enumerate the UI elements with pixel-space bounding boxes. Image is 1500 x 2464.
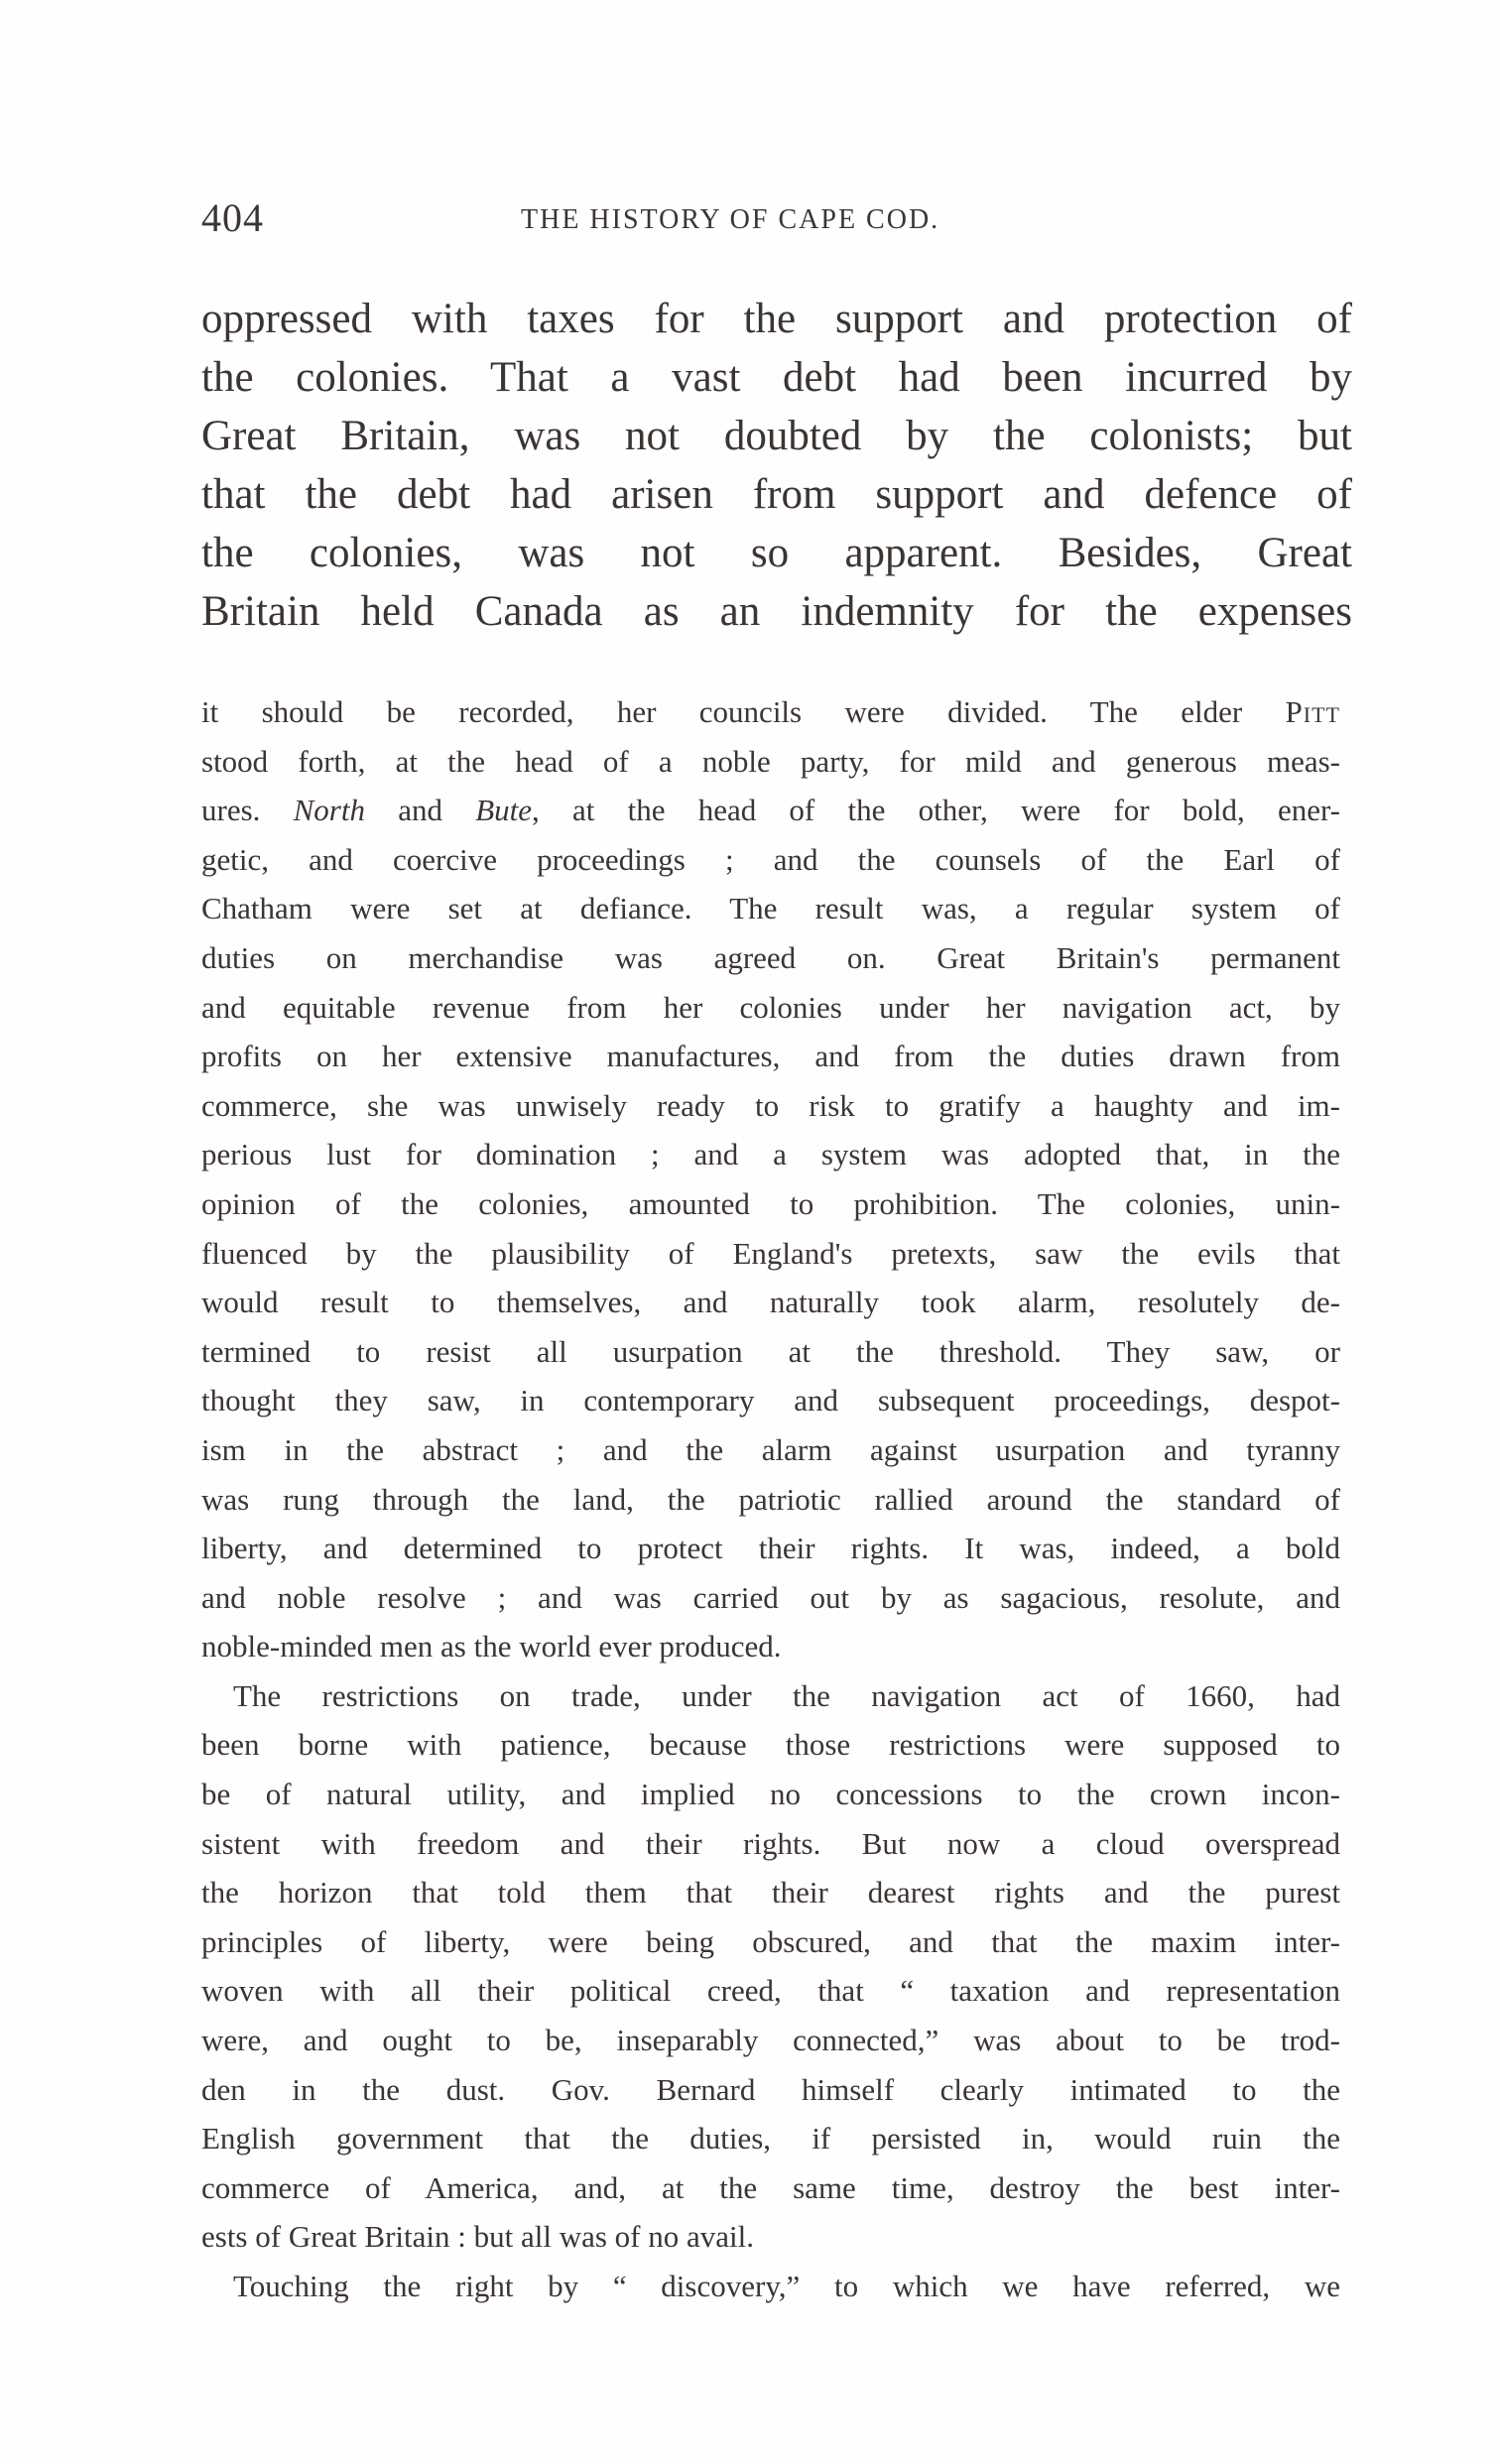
text-span: it should be recorded, her councils were divided. The elder [201,694,1286,729]
text-line: profits on her extensive manufactures, and from the duties drawn from [201,1039,1340,1074]
text-line: den in the dust. Gov. Bernard himself clearly intimated to the [201,2071,1340,2107]
page-header [201,194,1335,254]
text-line: be of natural utility, and implied no concessions to the crown incon- [201,1777,1340,1812]
text-line: sistent with freedom and their rights. But now a cloud overspread [201,1825,1340,1861]
text-line: noble-minded men as the world ever produced. [201,1629,782,1664]
text-line: been borne with patience, because those restrictions were supposed to [201,1727,1340,1763]
text-line: perious lust for domination ; and a system was adopted that, in the [201,1137,1340,1172]
text-line [201,786,1340,835]
text-line: ism in the abstract ; and the alarm against usurpation and tyranny [201,1431,1340,1467]
text-line: would result to themselves, and naturally took alarm, resolutely de- [201,1285,1340,1320]
text-line: oppressed with taxes for the support and protection of [201,296,1352,342]
text-line: principles of liberty, were being obscured, and that the maxim inter- [201,1923,1340,1959]
page-number: 404 [201,195,264,240]
text-line: termined to resist all usurpation at the threshold. They saw, or [201,1333,1340,1369]
text-line [201,687,1340,737]
text-line: English government that the duties, if persisted in, would ruin the [201,2121,1340,2156]
text-span: and [364,793,476,828]
name-bute: Bute [475,793,533,828]
text-line: Britain held Canada as an indemnity for the expenses [201,588,1352,635]
text-line: fluenced by the plausibility of England's pretexts, saw the evils that [201,1235,1340,1271]
text-line: commerce of America, and, at the same time, destroy the best inter- [201,2169,1340,2205]
text-line: the colonies. That a vast debt had been incurred by [201,354,1352,401]
paragraph-first-line: The restrictions on trade, under the navigation act of 1660, had [233,1677,1340,1713]
text-line: that the debt had arisen from support and defence of [201,471,1352,518]
text-line: the colonies, was not so apparent. Besides, Great [201,530,1352,576]
text-line: thought they saw, in contemporary and subsequent proceedings, despot- [201,1383,1340,1418]
text-span: ures. [201,793,294,828]
text-line: was rung through the land, the patriotic rallied around the standard of [201,1481,1340,1517]
small-type-text [201,687,1340,2311]
text-line: liberty, and determined to protect their rights. It was, indeed, a bold [201,1531,1340,1566]
text-line: and equitable revenue from her colonies under her navigation act, by [201,989,1340,1025]
running-title: THE HISTORY OF CAPE COD. [521,204,940,235]
name-north: North [293,793,365,828]
text-line: Great Britain, was not doubted by the colonists; but [201,413,1352,459]
text-line: and noble resolve ; and was carried out by as sagacious, resolute, and [201,1579,1340,1615]
text-line: getic, and coercive proceedings ; and the counsels of the Earl of [201,841,1340,877]
text-line: duties on merchandise was agreed on. Great Britain's permanent [201,939,1340,975]
main-text-continuation [201,290,1352,641]
paragraph-first-line: Touching the right by “ discovery,” to which we have referred, we [233,2269,1340,2303]
text-line: Chatham were set at defiance. The result was, a regular system of [201,891,1340,926]
text-line: opinion of the colonies, amounted to prohibition. The colonies, unin- [201,1185,1340,1221]
text-line: woven with all their political creed, that “ taxation and representation [201,1973,1340,2009]
text-line: were, and ought to be, inseparably connected,” was about to be trod- [201,2023,1340,2058]
name-pitt: Pitt [1285,694,1340,729]
text-line: commerce, she was unwisely ready to risk to gratify a haughty and im- [201,1087,1340,1123]
text-line: stood forth, at the head of a noble party, for mild and generous meas- [201,743,1340,779]
text-line: ests of Great Britain : but all was of no avail. [201,2219,755,2255]
text-span: , at the head of the other, were for bold, ener- [532,793,1340,828]
text-line: the horizon that told them that their dearest rights and the purest [201,1875,1340,1910]
